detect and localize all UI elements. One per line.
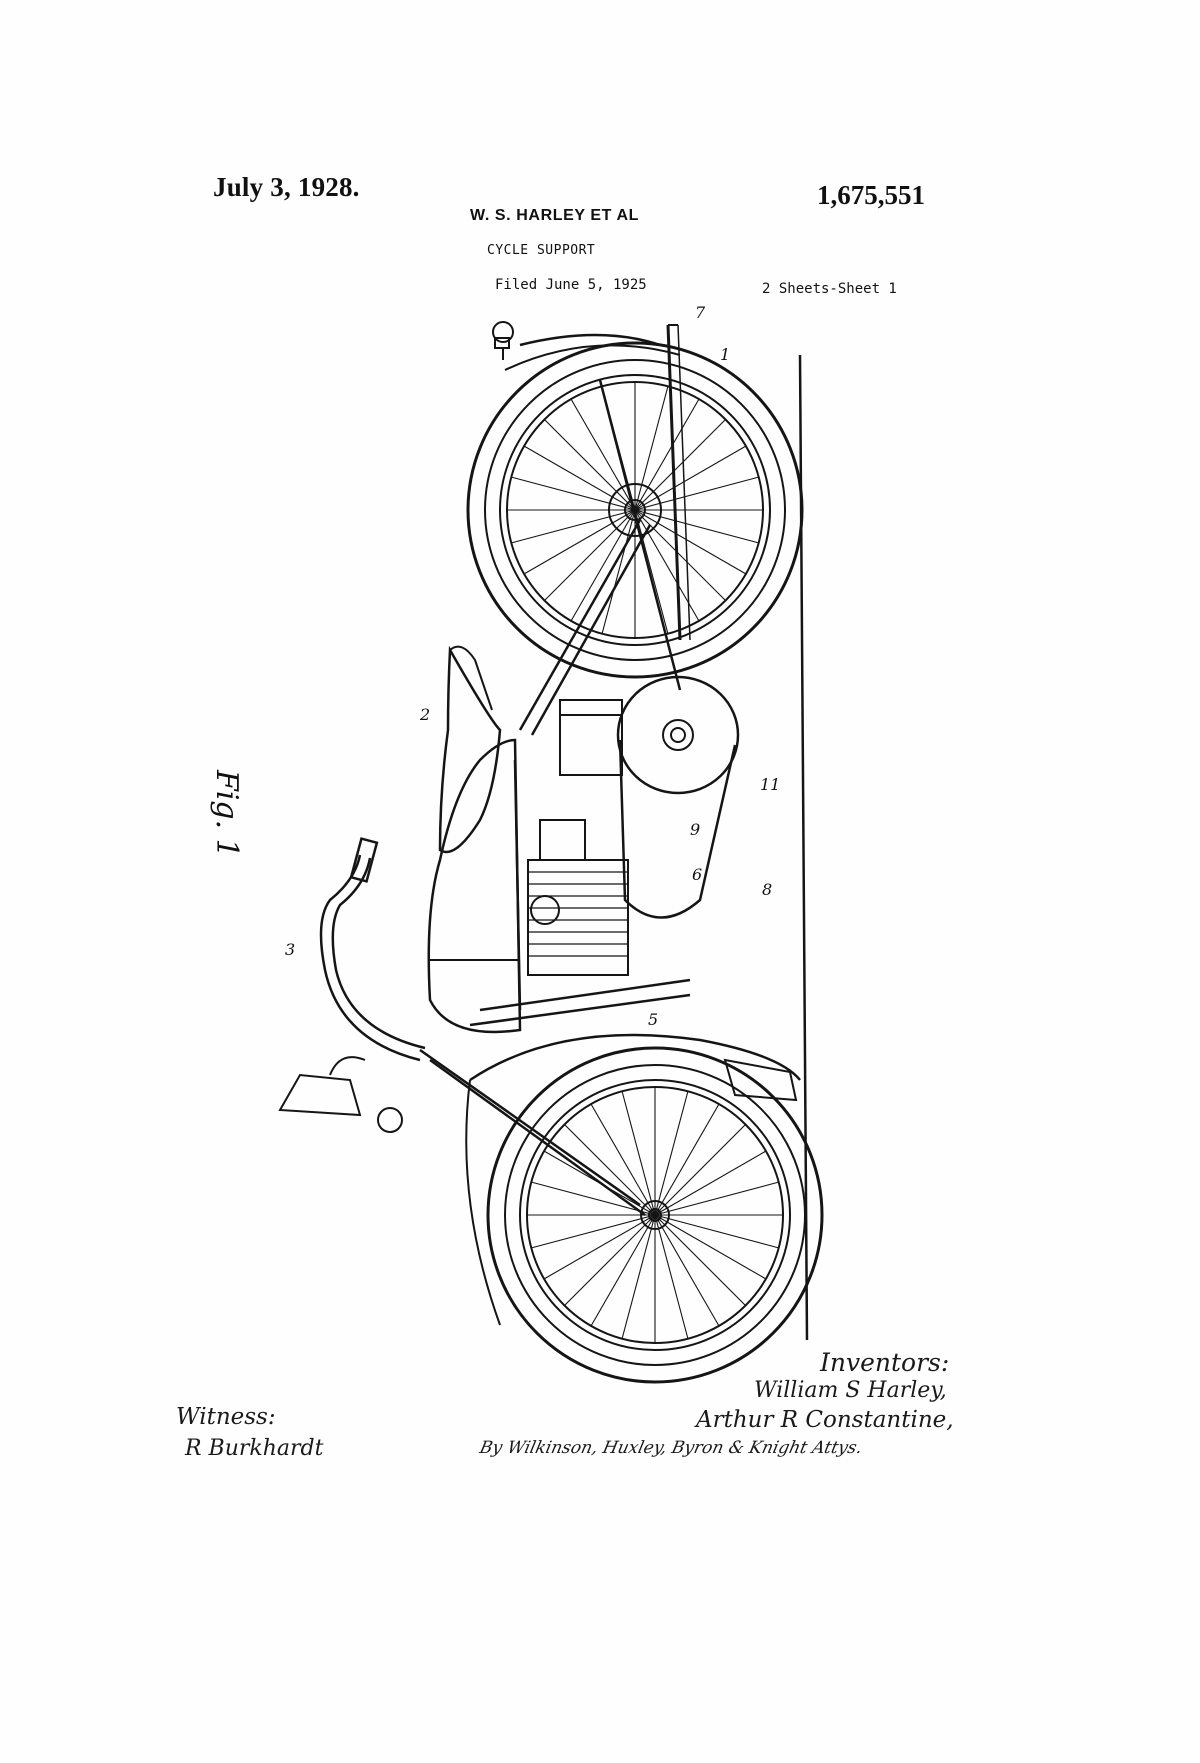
patent-number: 1,675,551 <box>817 180 925 210</box>
patent-title: CYCLE SUPPORT <box>487 243 596 258</box>
patent-inventor: W. S. HARLEY ET AL <box>470 207 640 224</box>
ref-numeral-6: 6 <box>692 865 703 884</box>
ref-numeral-1: 1 <box>720 345 731 364</box>
handlebar <box>321 839 645 1215</box>
patent-date: July 3, 1928. <box>213 172 360 202</box>
rear-wheel <box>468 322 802 677</box>
ref-numeral-2: 2 <box>420 705 431 724</box>
filing-date: Filed June 5, 1925 <box>495 277 647 293</box>
front-wheel-spokes <box>527 1087 783 1343</box>
drive-housing <box>618 677 738 918</box>
witness-signature: R Burkhardt <box>185 1436 324 1461</box>
front-wheel <box>466 1035 822 1382</box>
sheet-count: 2 Sheets-Sheet 1 <box>762 281 897 297</box>
ref-numeral-7: 7 <box>695 303 706 322</box>
attorney-signature: By Wilkinson, Huxley, Byron & Knight Attys. <box>477 1438 864 1458</box>
witness-label: Witness: <box>176 1404 276 1430</box>
inventors-label: Inventors: <box>820 1348 950 1377</box>
ref-numeral-3: 3 <box>285 940 296 959</box>
figure-label: Fig. 1 <box>209 770 244 858</box>
inventor-signature-2: Arthur R Constantine, <box>696 1407 954 1433</box>
ref-numeral-11: 11 <box>760 775 781 794</box>
engine <box>528 820 628 975</box>
frame <box>470 380 690 1025</box>
tool-box <box>560 700 622 775</box>
ref-numeral-5: 5 <box>648 1010 659 1029</box>
ref-numeral-8: 8 <box>762 880 773 899</box>
inventor-signature-1: William S Harley, <box>754 1378 947 1403</box>
rear-wheel-spokes <box>507 382 763 638</box>
headlamp <box>280 1057 402 1132</box>
ref-numeral-9: 9 <box>690 820 701 839</box>
